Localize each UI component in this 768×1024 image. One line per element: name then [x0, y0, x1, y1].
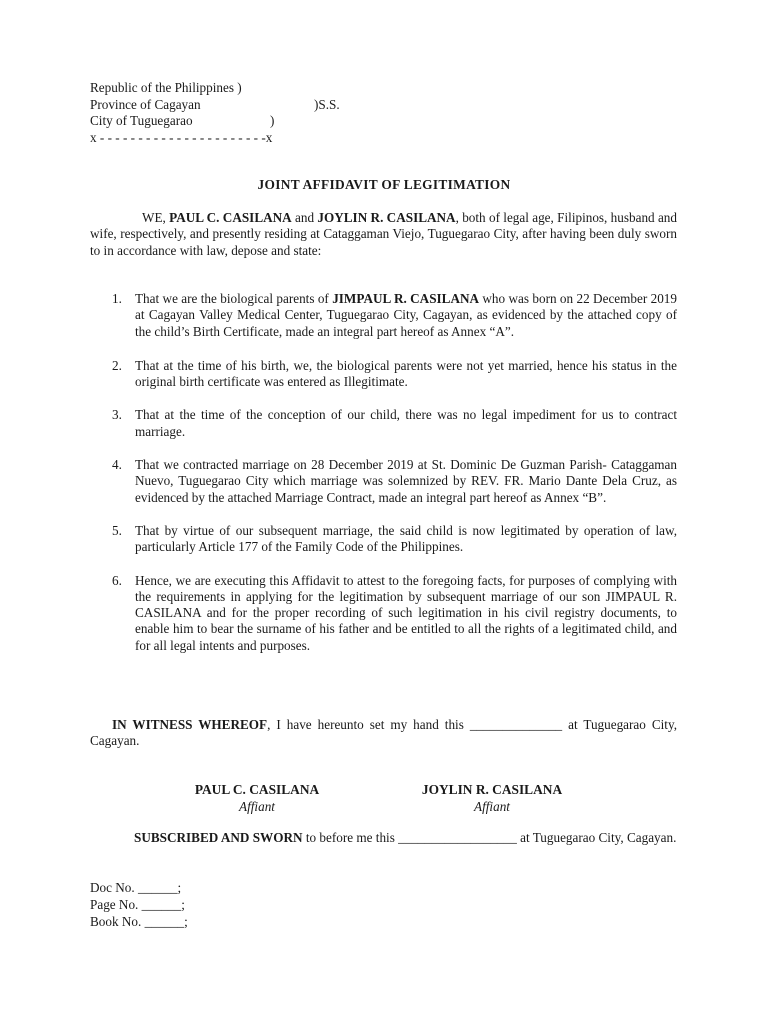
notarial-register — [90, 880, 188, 930]
list-item-number: 6. — [112, 572, 122, 588]
document-title: JOINT AFFIDAVIT OF LEGITIMATION — [257, 177, 511, 192]
list-item-text: That we are the biological parents of — [135, 291, 333, 306]
intro-rest: , both of legal age, Filipinos, husband and wife, respectively, and presently residing at Cataggaman Viejo, Tuguegarao City, after having been duly sworn to in accordance with law, depose and state: — [90, 210, 677, 258]
list-item-number: 1. — [112, 291, 122, 306]
list-item-text: That at the time of his birth, we, the biological parents were not yet married, hence his status in the original birth certificate was entered as Illegitimate. — [135, 357, 677, 390]
list-item-text: That at the time of the conception of our child, there was no legal impediment for us to contract marriage. — [135, 407, 677, 439]
witness-paragraph — [90, 717, 677, 750]
list-item-text: who was born on 22 December 2019 at Cagayan Valley Medical Center, Tuguegarao City, Cagayan, as evidenced by the attached copy of the child’s Birth Certificate, made an integral part hereof as Annex “A”. — [135, 291, 677, 339]
signatory-role: Affiant — [239, 799, 275, 814]
intro-paragraph — [90, 210, 677, 259]
list-item-number: 3. — [112, 407, 122, 423]
child-name: JIMPAUL R. CASILANA — [332, 291, 480, 306]
list-item — [106, 291, 677, 340]
signature-block-affiant-1 — [172, 781, 342, 815]
list-item — [106, 358, 677, 391]
doc-number-line: Doc No. ______; — [90, 880, 182, 895]
jurat-paragraph — [90, 830, 677, 846]
witness-text: , I have hereunto set my hand this ______________ at Tuguegarao City, Cagayan. — [90, 717, 677, 749]
affiant-1-name: PAUL C. CASILANA — [169, 210, 292, 225]
venue-city: City of Tuguegarao — [90, 113, 193, 128]
signature-block-affiant-2 — [398, 781, 586, 815]
list-item — [106, 457, 677, 506]
venue-province: Province of Cagayan — [90, 96, 201, 112]
list-item — [106, 573, 677, 654]
list-item-number: 2. — [112, 357, 122, 373]
list-item — [106, 407, 677, 440]
jurat-heading: SUBSCRIBED AND SWORN — [134, 830, 303, 845]
list-item — [106, 523, 677, 556]
list-item-number: 4. — [112, 457, 122, 473]
page-number-line: Page No. ______; — [90, 896, 185, 912]
venue-republic: Republic of the Philippines ) — [90, 80, 242, 95]
signatory-name: JOYLIN R. CASILANA — [421, 782, 563, 797]
statements-list — [106, 291, 677, 654]
affiant-2-name: JOYLIN R. CASILANA — [317, 210, 456, 225]
list-item-text: That by virtue of our subsequent marriage, the said child is now legitimated by operation of law, particularly Article 177 of the Family Code of the Philippines. — [135, 522, 677, 555]
signatory-name: PAUL C. CASILANA — [194, 782, 320, 797]
venue-ss: )S.S. — [314, 96, 340, 112]
venue-separator: x - - - - - - - - - - - - - - - - - - - - - -x — [90, 129, 273, 145]
intro-we: WE, — [142, 210, 166, 225]
signatory-role: Affiant — [474, 799, 510, 814]
list-item-number: 5. — [112, 522, 122, 538]
book-number-line: Book No. ______; — [90, 913, 188, 929]
witness-heading: IN WITNESS WHEREOF — [112, 717, 268, 732]
venue-city-paren: ) — [270, 113, 275, 128]
list-item-text: Hence, we are executing this Affidavit to attest to the foregoing facts, for purposes of complying with the requirements in applying for the legitimation by subsequent marriage of our son JIMPAUL R. CASILANA and for the proper recording of such legitimation in his civil registry documents, to enable him to bear the surname of his father and be entitled to all the rights of a legitimated child, and for all legal intents and purposes. — [135, 572, 677, 653]
intro-and: and — [291, 210, 318, 225]
list-item-text: That we contracted marriage on 28 December 2019 at St. Dominic De Guzman Parish- Cataggaman Nuevo, Tuguegarao City which marriage was solemnized by REV. FR. Mario Dante Dela Cruz, as evidenced by the attached Marriage Contract, made an integral part hereof as Annex “B”. — [135, 457, 677, 505]
jurat-text: to before me this __________________ at Tuguegarao City, Cagayan. — [302, 830, 677, 845]
